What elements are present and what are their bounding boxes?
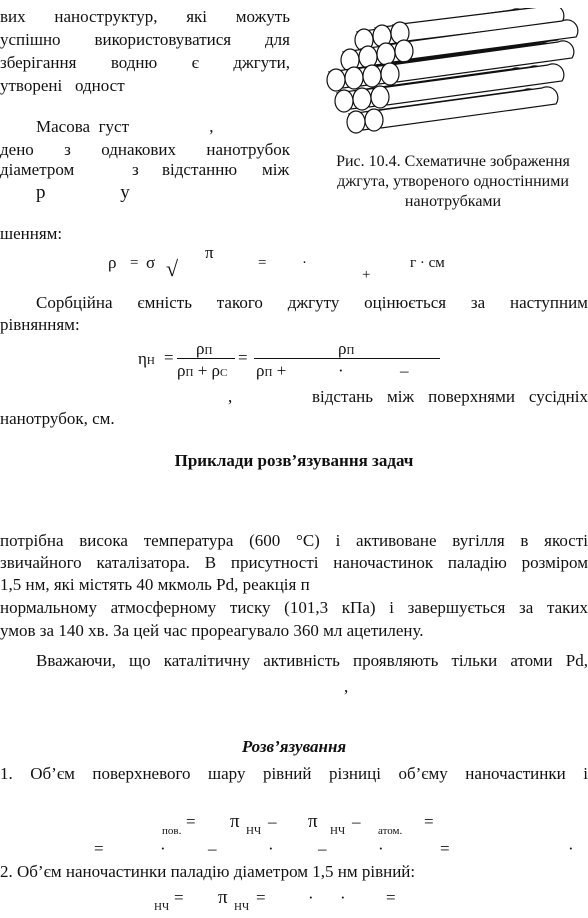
- eq-symbol: =: [94, 839, 104, 858]
- word: атмосферному: [110, 598, 217, 617]
- subscript: НЧ: [154, 901, 170, 913]
- nanotube-end: [359, 46, 377, 68]
- nanotube-end: [377, 43, 395, 65]
- word: присутності: [230, 553, 319, 572]
- subscript: НЧ: [246, 825, 262, 837]
- nanotube-end: [365, 109, 383, 131]
- eq-symbol: ·: [268, 839, 274, 858]
- word: такого: [216, 293, 263, 312]
- word: якості: [544, 531, 588, 550]
- intro-line-5: [36, 116, 214, 138]
- word: водню: [110, 53, 158, 72]
- subscript: С: [220, 367, 228, 379]
- caption-line: Рис. 10.4. Схематичне зображення: [336, 153, 570, 170]
- word: і: [335, 531, 341, 550]
- fraction-denominator: [256, 360, 286, 384]
- eq-symbol: =: [164, 348, 174, 367]
- nanotube-end: [347, 111, 365, 133]
- intro-line-8: [36, 182, 130, 204]
- eq-symbol: +: [362, 267, 371, 283]
- subscript: П: [204, 345, 213, 357]
- subscript: Н: [146, 355, 155, 367]
- word: потрібна: [0, 531, 64, 550]
- word: різниці: [328, 764, 381, 783]
- word: ,: [209, 117, 214, 136]
- word: наночастинок: [333, 553, 434, 572]
- eq-symbol: =: [174, 888, 184, 907]
- figure-caption: [318, 152, 588, 212]
- word: нормальному: [0, 598, 97, 617]
- comma: ,: [228, 387, 233, 406]
- word: ємність: [137, 293, 192, 312]
- word: з: [132, 160, 139, 179]
- eq-symbol: =: [386, 888, 396, 907]
- word: вих: [0, 7, 26, 26]
- solution-step-2: 2. Об’єм наночастинки паладію діаметром 1,5 нм рівний:: [0, 862, 416, 881]
- word: джгуту: [287, 293, 340, 312]
- word: сусідніх: [528, 387, 588, 406]
- nanotube-end: [345, 67, 363, 89]
- solution-step-1: [0, 763, 588, 785]
- intro-line-4: [0, 75, 125, 97]
- word: кПа): [341, 598, 376, 617]
- subscript: атом.: [378, 825, 403, 837]
- fraction-bar: [177, 358, 235, 359]
- eq-symbol: =: [256, 888, 266, 907]
- rho-symbol: ρ: [338, 339, 347, 358]
- word: Масова: [36, 117, 91, 136]
- eq-unit: г · см: [410, 255, 445, 271]
- eq-symbol: ρ: [108, 253, 117, 272]
- word: каталітичну: [163, 651, 251, 670]
- word: успішно: [0, 30, 61, 49]
- subscript: НЧ: [330, 825, 346, 837]
- word: наступним: [510, 293, 588, 312]
- word: одност: [74, 76, 125, 95]
- word: оцінюється: [364, 293, 447, 312]
- intro-line-3: [0, 52, 290, 74]
- word: однакових: [101, 140, 177, 159]
- word: густ: [98, 117, 130, 136]
- nanotube-end: [381, 63, 399, 85]
- fraction-denominator: [177, 360, 227, 384]
- word: між: [262, 160, 290, 179]
- eq-symbol: –: [352, 812, 361, 831]
- subscript: П: [346, 345, 355, 357]
- subscript: пов.: [162, 825, 182, 837]
- word: за: [519, 598, 534, 617]
- word: дено: [0, 140, 34, 159]
- examples-heading: Приклади розв’язування задач: [174, 451, 414, 470]
- word: °С): [296, 531, 320, 550]
- word: для: [265, 30, 290, 49]
- problem-line-3: 1,5 нм, які містять 40 мкмоль Pd, реакція п: [0, 575, 310, 594]
- word: В: [204, 553, 217, 572]
- caption-line: джгута, утвореного одностінними: [337, 173, 569, 190]
- word: відстанню: [162, 160, 238, 179]
- word: поверхневого: [92, 764, 191, 783]
- distance-line-2: нанотрубок, см.: [0, 409, 115, 428]
- word: Вважаючи,: [36, 651, 116, 670]
- word: атоми: [510, 651, 553, 670]
- word: і: [389, 598, 394, 617]
- word: діаметром: [0, 160, 75, 179]
- problem-line-4: [0, 597, 588, 619]
- word: наноструктур,: [54, 7, 158, 26]
- word: об’єму: [398, 764, 448, 783]
- nanotube-end: [371, 86, 389, 108]
- word: наночастинки: [465, 764, 566, 783]
- eq-symbol: =: [258, 255, 267, 271]
- eq-symbol: =: [186, 812, 196, 831]
- sqrt-sign: √: [166, 256, 179, 281]
- fraction-bar: [254, 358, 440, 359]
- word: паладію: [447, 553, 507, 572]
- plus-sign: +: [276, 361, 287, 380]
- eq-symbol: =: [424, 812, 434, 831]
- word: шару: [208, 764, 246, 783]
- word: проявляють: [352, 651, 439, 670]
- distance-line-1: [312, 386, 588, 408]
- word: таких: [546, 598, 588, 617]
- pi-symbol: π: [230, 811, 240, 832]
- word: Сорбційна: [36, 293, 113, 312]
- eq-symbol: ·: [568, 839, 574, 858]
- subscript: НЧ: [234, 901, 250, 913]
- eq-symbol: =: [130, 255, 139, 271]
- sorption-line-1: [36, 292, 588, 314]
- word: і: [583, 764, 588, 783]
- eq-symbol: –: [318, 839, 327, 858]
- word: тільки: [451, 651, 498, 670]
- eq-symbol: ·: [378, 839, 384, 858]
- intro-line-1: [0, 6, 290, 28]
- word: Pd,: [565, 651, 588, 670]
- word: звичайного: [0, 553, 82, 572]
- word: в: [520, 531, 529, 550]
- eq-symbol: ·: [160, 839, 166, 858]
- word: температура: [143, 531, 234, 550]
- word: джгути,: [233, 53, 290, 72]
- nanotube-end: [327, 69, 345, 91]
- problem-line-2: [0, 552, 588, 574]
- word: (101,3: [284, 598, 329, 617]
- word: рівний: [262, 764, 312, 783]
- word: Об’єм: [30, 764, 75, 783]
- word: використовуватися: [94, 30, 232, 49]
- intro-line-9: шенням:: [0, 224, 63, 243]
- pi-symbol: π: [218, 887, 228, 908]
- word: активоване: [356, 531, 437, 550]
- word: за: [470, 293, 486, 312]
- word: зберігання: [0, 53, 77, 72]
- solution-heading: Розв’язування: [241, 737, 347, 756]
- problem-line-5: умов за 140 хв. За цей час прореагувало 360 мл ацетилену.: [0, 621, 424, 640]
- word: відстань: [312, 387, 373, 406]
- eq-symbol: π: [205, 243, 214, 262]
- eq-symbol: σ: [146, 253, 156, 272]
- eq-symbol: –: [400, 361, 409, 380]
- eq-symbol: ·: [308, 888, 314, 907]
- word: тиску: [229, 598, 271, 617]
- intro-line-6: [0, 139, 290, 161]
- subscript: П: [185, 367, 194, 379]
- nanotube-end: [363, 65, 381, 87]
- eq-symbol: =: [238, 348, 248, 367]
- word: з: [64, 140, 71, 159]
- rho-symbol: ρ: [196, 339, 205, 358]
- word: які: [186, 7, 207, 26]
- word: активність: [263, 651, 340, 670]
- word: висока: [79, 531, 128, 550]
- sorption-line-2: рівнянням:: [0, 315, 80, 334]
- word: розміром: [521, 553, 588, 572]
- rho-symbol: ρ: [177, 361, 186, 380]
- word: каталізатора.: [96, 553, 190, 572]
- intro-line-2: [0, 29, 290, 51]
- word: у: [120, 182, 130, 203]
- word: утворені: [0, 76, 63, 95]
- word: 1.: [0, 764, 13, 783]
- subscript: П: [264, 367, 273, 379]
- nanotube-end: [353, 88, 371, 110]
- word: нанотрубок: [206, 140, 290, 159]
- eq-symbol: ·: [338, 361, 344, 380]
- eq-symbol: –: [208, 839, 217, 858]
- word: р: [36, 182, 46, 203]
- intro-line-7: [0, 159, 290, 181]
- eq-symbol: –: [268, 812, 277, 831]
- plus-sign: +: [197, 361, 208, 380]
- problem-line-6: [36, 650, 588, 672]
- word: завершується: [407, 598, 506, 617]
- word: є: [191, 53, 199, 72]
- word: можуть: [235, 7, 290, 26]
- nanotube-end: [395, 40, 413, 62]
- word: що: [129, 651, 151, 670]
- eq-symbol: [138, 348, 155, 372]
- eta-symbol: η: [138, 349, 147, 368]
- nanotube-bundle-figure: [312, 8, 588, 148]
- word: поверхнями: [428, 387, 515, 406]
- nanotube-end: [335, 90, 353, 112]
- eq-symbol: ·: [302, 255, 307, 271]
- pi-symbol: π: [308, 811, 318, 832]
- word: (600: [249, 531, 281, 550]
- eq-symbol: ·: [340, 888, 346, 907]
- rho-symbol: ρ: [211, 361, 221, 380]
- comma: ,: [344, 677, 349, 696]
- rho-symbol: ρ: [256, 361, 265, 380]
- caption-line: нанотрубками: [404, 193, 502, 210]
- word: між: [386, 387, 415, 406]
- problem-line-1: [0, 530, 588, 552]
- eq-symbol: =: [440, 839, 450, 858]
- word: вугілля: [452, 531, 505, 550]
